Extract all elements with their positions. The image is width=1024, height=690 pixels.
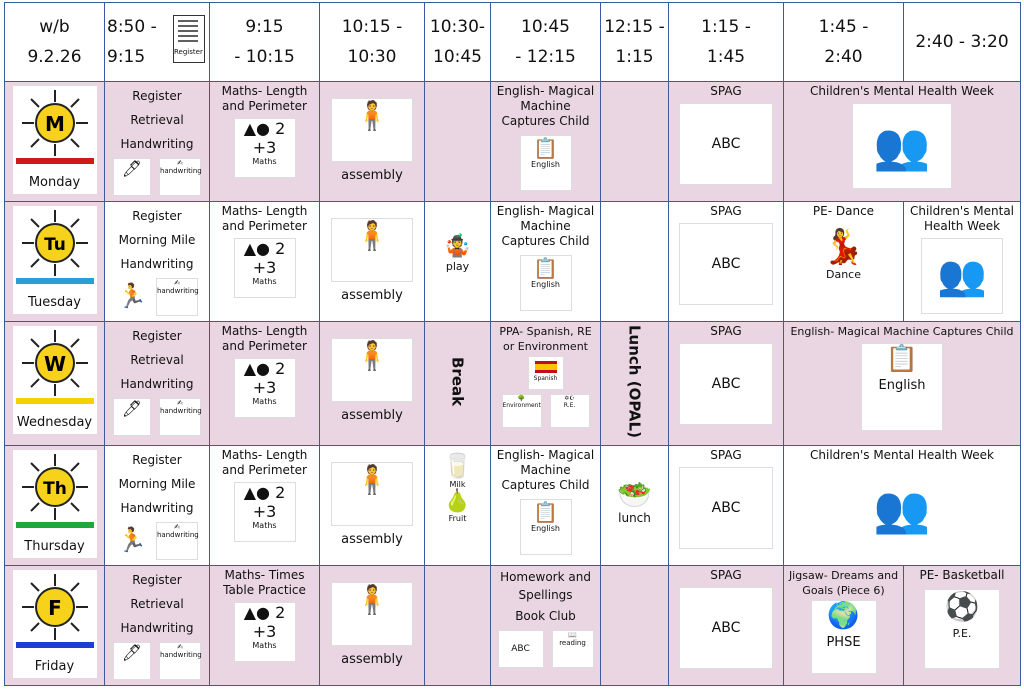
timetable — [4, 2, 1021, 686]
desk-icon: 🖊 — [113, 642, 151, 680]
slot-header — [491, 3, 601, 82]
cell-text: Handwriting — [120, 620, 194, 635]
pe-icon: ⚽ P.E. — [924, 589, 1000, 669]
day-cell — [5, 82, 105, 202]
cell-text: Children's Mental Health Week — [909, 204, 1015, 234]
slot-header — [425, 3, 491, 82]
spag-cell — [669, 322, 784, 445]
cell-text: Maths- Length and Perimeter — [221, 204, 308, 234]
break-cell — [425, 202, 491, 322]
cell-text: Register — [132, 452, 182, 467]
lunch-cell — [601, 565, 669, 685]
week-label: w/b — [39, 17, 70, 37]
sun-icon — [20, 208, 90, 278]
slot-end: 1:15 — [615, 47, 654, 67]
assembly-icon: 🧍 — [331, 338, 413, 402]
icon-row — [107, 396, 207, 438]
break-cell — [425, 82, 491, 202]
cell-text: Handwriting — [120, 500, 194, 515]
slot-start: 10:15 - — [341, 17, 403, 37]
cell-text: SPAG — [710, 204, 742, 219]
slot-header — [105, 3, 210, 82]
desk-icon: 🖊 — [113, 398, 151, 436]
cell-text: SPAG — [710, 324, 742, 339]
sun-icon — [20, 452, 90, 522]
slot-start: 10:45 — [521, 17, 570, 37]
slot-header — [601, 3, 669, 82]
environment-icon: 🌳 Environment — [502, 394, 542, 428]
day-bar — [16, 398, 94, 404]
register-cell — [105, 565, 210, 685]
jigsaw-cell — [784, 565, 904, 685]
cell-text: Children's Mental Health Week — [810, 84, 994, 98]
afternoon-cell — [784, 322, 1021, 445]
day-row-friday — [5, 565, 1021, 685]
day-bar — [16, 642, 94, 648]
day-row-tuesday — [5, 202, 1021, 322]
play-icon: 🤹 — [443, 234, 472, 260]
phse-icon: 🌍 PHSE — [811, 600, 877, 674]
cell-text: SPAG — [710, 447, 742, 462]
day-cell — [5, 322, 105, 445]
english-cell — [491, 445, 601, 565]
header-row — [5, 3, 1021, 82]
spag-cell — [669, 202, 784, 322]
slot-end: 10:30 — [347, 47, 397, 67]
register-cell — [105, 82, 210, 202]
cell-text: Maths- Length and Perimeter — [221, 84, 308, 113]
cell-text: Register — [132, 209, 182, 224]
day-cell — [5, 565, 105, 685]
slot-end: 10:45 — [433, 47, 482, 67]
cell-text: Maths- Length and Perimeter — [221, 324, 308, 354]
lunch-cell — [601, 82, 669, 202]
day-name: Thursday — [24, 538, 85, 554]
day-bar — [16, 278, 94, 284]
day-bar — [16, 158, 94, 164]
handwriting-icon: ✍ handwriting — [159, 398, 201, 436]
spag-cell — [669, 445, 784, 565]
reading-icon: 📖 reading — [552, 630, 594, 668]
slot-end: 2:40 — [824, 47, 863, 67]
cell-text: Morning Mile — [118, 476, 196, 491]
cell-text: Register — [132, 89, 182, 103]
day-card — [13, 570, 97, 678]
assembly-cell — [320, 322, 425, 445]
day-row-monday — [5, 82, 1021, 202]
slot-header — [904, 3, 1021, 82]
day-cell — [5, 445, 105, 565]
running-icon: 🏃 — [117, 525, 147, 554]
register-cell — [105, 202, 210, 322]
cell-text: Register — [132, 572, 182, 587]
abc-icon: ABC — [498, 630, 544, 668]
day-cell — [5, 202, 105, 322]
cell-text: English- Magical Machine Captures Child — [790, 325, 1014, 339]
spag-icon: ABC — [679, 103, 773, 185]
maths-icon: ▲● 2 +3 Maths — [234, 238, 296, 298]
spanish-flag-icon: Spanish — [528, 356, 564, 390]
english-icon: 📋 English — [520, 135, 572, 191]
cell-text: Children's Mental Health Week — [810, 447, 994, 462]
assembly-cell — [320, 82, 425, 202]
maths-icon: ▲● 2 +3 Maths — [234, 358, 296, 418]
register-cell — [105, 445, 210, 565]
day-bar — [16, 522, 94, 528]
assembly-icon: 🧍 — [331, 462, 413, 526]
break-cell — [425, 565, 491, 685]
break-label: Break — [448, 356, 467, 407]
cell-text: PE- Basketball — [919, 567, 1005, 582]
cell-text: Retrieval — [130, 353, 184, 368]
pe-cell — [904, 565, 1021, 685]
slot-header — [210, 3, 320, 82]
cell-text: assembly — [341, 288, 403, 304]
cell-text: assembly — [341, 531, 403, 547]
english-icon: 📋 English — [520, 255, 572, 311]
week-header — [5, 3, 105, 82]
sun-icon — [20, 572, 90, 642]
cell-text: assembly — [341, 168, 403, 183]
slot-start: 12:15 - — [604, 17, 665, 37]
spag-cell — [669, 565, 784, 685]
people-icon: 👥 — [873, 481, 931, 536]
svg-text:Th: Th — [42, 478, 67, 499]
ppa-cell — [491, 322, 601, 445]
cell-text: Maths- Length and Perimeter — [221, 447, 308, 477]
slot-end: - 10:15 — [234, 47, 295, 67]
day-name: Monday — [28, 175, 81, 190]
svg-text:Tu: Tu — [43, 235, 66, 256]
maths-cell — [210, 565, 320, 685]
handwriting-icon: ✍ handwriting — [156, 522, 198, 560]
week-date: 9.2.26 — [27, 47, 82, 67]
cell-text: Retrieval — [130, 596, 184, 611]
lunch-cell — [601, 202, 669, 322]
spag-icon: ABC — [679, 587, 773, 669]
assembly-icon: 🧍 — [331, 98, 413, 162]
slot-start: 2:40 - 3:20 — [915, 32, 1009, 52]
cell-text: English- Magical Machine Captures Child — [496, 204, 595, 249]
people-icon: 👥 — [852, 103, 952, 189]
cell-text: Register — [132, 329, 182, 344]
sun-icon — [20, 328, 90, 398]
maths-cell — [210, 202, 320, 322]
english-icon: 📋 English — [520, 499, 572, 555]
maths-cell — [210, 82, 320, 202]
assembly-icon: 🧍 — [331, 582, 413, 646]
maths-cell — [210, 445, 320, 565]
english-cell — [491, 82, 601, 202]
people-icon: 👥 — [921, 238, 1003, 314]
cell-text: Fruit — [448, 513, 467, 523]
icon-row — [107, 520, 207, 562]
cell-text: PE- Dance — [812, 204, 875, 219]
cell-text: lunch — [618, 510, 651, 525]
cell-text: SPAG — [710, 567, 742, 582]
maths-icon: ▲● 2 +3 Maths — [234, 482, 296, 542]
icon-row — [107, 276, 207, 318]
afternoon-cell — [904, 202, 1021, 322]
icon-row — [107, 640, 207, 682]
svg-text:F: F — [47, 595, 62, 620]
dance-icon: 💃 — [822, 227, 865, 268]
register-cell — [105, 322, 210, 445]
afternoon-cell — [784, 82, 1021, 202]
milk-icon: 🥛 — [442, 451, 473, 480]
slot-start: 9:15 — [245, 17, 284, 37]
day-card — [13, 450, 97, 558]
cell-text: Retrieval — [130, 113, 184, 127]
running-icon: 🏃 — [117, 282, 147, 311]
register-icon — [173, 15, 205, 63]
cell-text: Milk — [449, 479, 466, 489]
slot-header — [784, 3, 904, 82]
cell-text: Homework and — [500, 569, 591, 584]
cell-text: Maths- Times Table Practice — [223, 567, 306, 597]
assembly-cell — [320, 565, 425, 685]
cell-text: English- Magical Machine Captures Child — [496, 447, 595, 492]
day-name: Wednesday — [16, 415, 93, 431]
cell-text: Morning Mile — [118, 233, 196, 248]
svg-text:M: M — [44, 112, 65, 136]
english-cell — [491, 202, 601, 322]
maths-icon: ▲● 2 +3 Maths — [234, 602, 296, 662]
slot-start: 1:45 - — [818, 17, 869, 37]
slot-end: 1:45 — [706, 47, 746, 67]
desk-icon: 🖊 — [113, 158, 151, 196]
day-row-wednesday — [5, 322, 1021, 445]
break-cell — [425, 445, 491, 565]
cell-text: Jigsaw- Dreams and Goals (Piece 6) — [788, 568, 899, 597]
cell-text: Spellings — [518, 587, 573, 602]
icon-row — [107, 156, 207, 198]
break-cell — [425, 322, 491, 445]
slot-end: 9:15 — [107, 47, 146, 67]
register-icon-label: Register — [174, 48, 203, 56]
afternoon-cell — [784, 445, 1021, 565]
spag-icon: ABC — [679, 343, 773, 425]
spag-cell — [669, 82, 784, 202]
lunch-cell — [601, 322, 669, 445]
slot-start: 8:50 - — [107, 17, 157, 37]
day-card — [13, 326, 97, 434]
cell-text: assembly — [341, 408, 403, 424]
svg-text:W: W — [43, 352, 66, 377]
lunch-cell — [601, 445, 669, 565]
assembly-cell — [320, 445, 425, 565]
cell-text: PPA- Spanish, RE or Environment — [499, 325, 592, 354]
maths-icon: ▲● 2 +3 Maths — [234, 118, 296, 178]
icon-row — [493, 628, 598, 670]
assembly-cell — [320, 202, 425, 322]
english-icon: 📋 English — [861, 343, 943, 431]
fruit-icon: 🍐 — [443, 488, 472, 514]
maths-cell — [210, 322, 320, 445]
slot-end: - 12:15 — [515, 47, 576, 67]
slot-header — [669, 3, 784, 82]
icon-row — [493, 392, 598, 430]
cell-text: Handwriting — [120, 137, 194, 151]
cell-text: Handwriting — [120, 257, 194, 272]
cell-text: Book Club — [515, 608, 576, 623]
cell-text: play — [445, 260, 470, 274]
spag-icon: ABC — [679, 223, 773, 305]
homework-cell — [491, 565, 601, 685]
pe-cell — [784, 202, 904, 322]
slot-start: 10:30- — [429, 17, 486, 37]
cell-text: SPAG — [710, 84, 742, 98]
lunch-icon: 🥗 — [617, 477, 652, 511]
handwriting-icon: ✍ handwriting — [159, 642, 201, 680]
assembly-icon: 🧍 — [331, 218, 413, 282]
spag-icon: ABC — [679, 467, 773, 549]
day-name: Tuesday — [28, 295, 81, 311]
re-icon: ✡☪ R.E. — [550, 394, 590, 428]
day-card — [13, 86, 97, 194]
day-card — [13, 206, 97, 314]
lunch-label: Lunch (OPAL) — [625, 324, 644, 438]
handwriting-icon: ✍ handwriting — [156, 278, 198, 316]
handwriting-icon: ✍ handwriting — [159, 158, 201, 196]
cell-text: Handwriting — [120, 377, 194, 392]
slot-start: 1:15 - — [701, 17, 751, 37]
cell-text: Dance — [826, 268, 861, 282]
slot-header — [320, 3, 425, 82]
day-name: Friday — [34, 658, 75, 674]
cell-text: assembly — [341, 651, 403, 667]
sun-icon — [20, 88, 90, 158]
day-row-thursday — [5, 445, 1021, 565]
cell-text: English- Magical Machine Captures Child — [496, 84, 595, 128]
